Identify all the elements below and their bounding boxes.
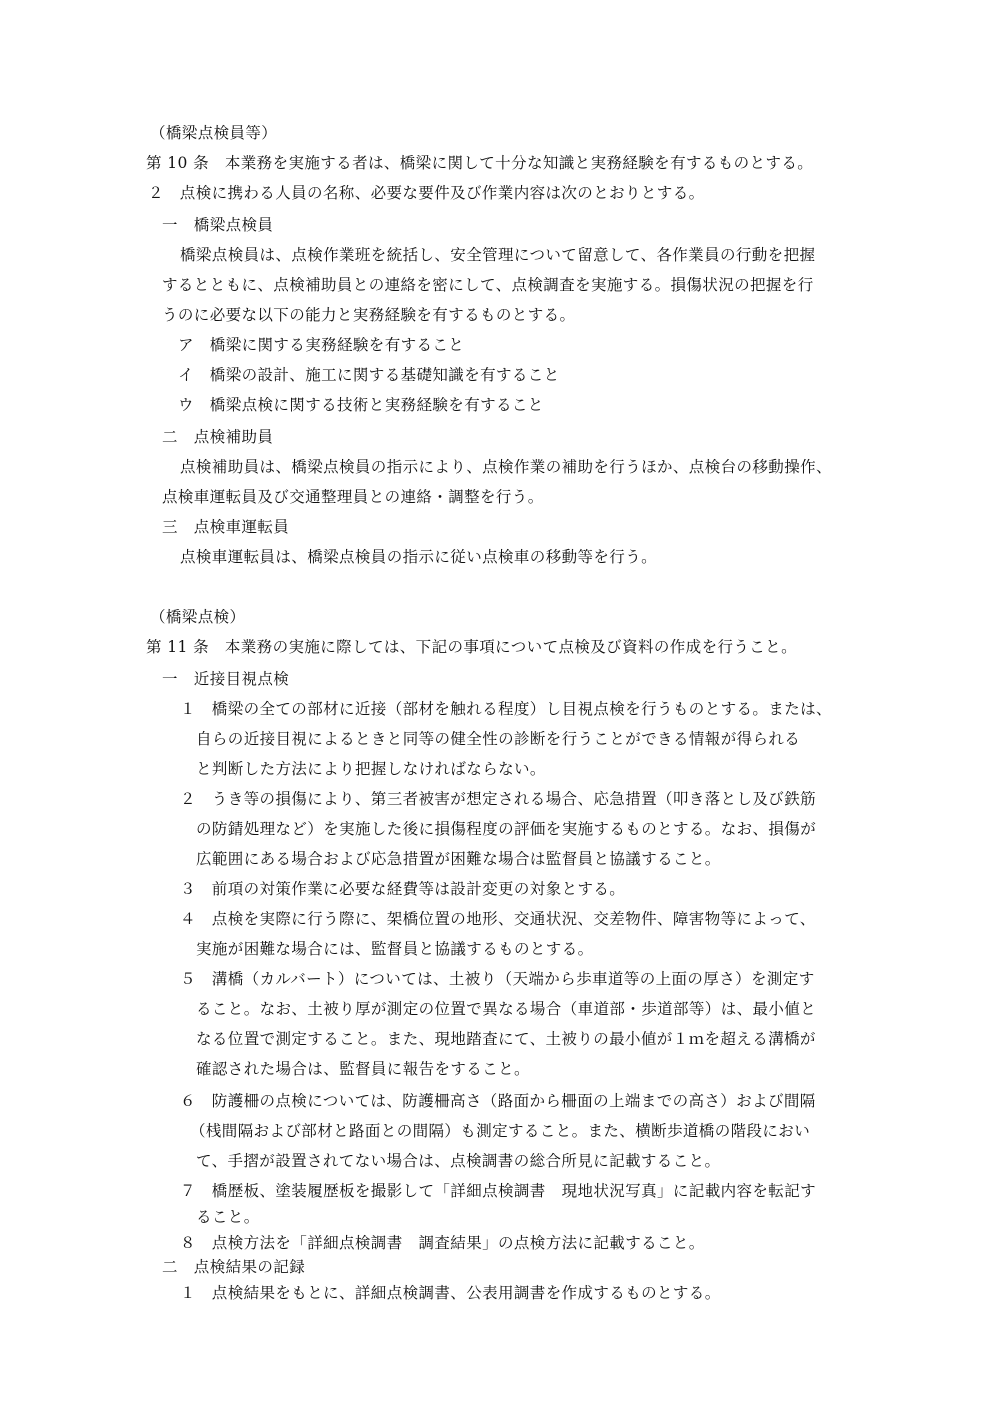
item-heading: 三 点検車運転員 — [162, 518, 290, 536]
body-line: と判断した方法により把握しなければならない。 — [196, 760, 546, 778]
sub-item: イ 橋梁の設計、施工に関する基礎知識を有すること — [178, 366, 560, 384]
article-11: 第 11 条 本業務の実施に際しては、下記の事項について点検及び資料の作成を行うこと。 — [146, 638, 797, 656]
article-10: 第 10 条 本業務を実施する者は、橋梁に関して十分な知識と実務経験を有するものとする。 — [146, 154, 814, 172]
body-line: 自らの近接目視によるときと同等の健全性の診断を行うことができる情報が得られる — [196, 730, 801, 748]
numbered-item: ５ 溝橋（カルバート）については、土被り（天端から歩車道等の上面の厚さ）を測定す — [180, 970, 815, 988]
body-line: 広範囲にある場合および応急措置が困難な場合は監督員と協議すること。 — [196, 850, 721, 868]
numbered-item: ４ 点検を実際に行う際に、架橋位置の地形、交通状況、交差物件、障害物等によって、 — [180, 910, 816, 928]
body-line: なる位置で測定すること。また、現地踏査にて、土被りの最小値が１ｍを超える溝橋が — [196, 1030, 816, 1048]
numbered-item: ３ 前項の対策作業に必要な経費等は設計変更の対象とする。 — [180, 880, 626, 898]
body-line: うのに必要な以下の能力と実務経験を有するものとする。 — [162, 306, 576, 324]
item-heading: 二 点検補助員 — [162, 428, 274, 446]
numbered-item: ７ 橋歴板、塗装履歴板を撮影して「詳細点検調書 現地状況写真」に記載内容を転記す — [180, 1182, 817, 1200]
paragraph-2: ２ 点検に携わる人員の名称、必要な要件及び作業内容は次のとおりとする。 — [148, 184, 705, 202]
body-line: 実施が困難な場合には、監督員と協議するものとする。 — [196, 940, 594, 958]
section-heading: （橋梁点検） — [150, 608, 246, 626]
numbered-item: ６ 防護柵の点検については、防護柵高さ（路面から柵面の上端までの高さ）および間隔 — [180, 1092, 816, 1110]
numbered-item: ２ うき等の損傷により、第三者被害が想定される場合、応急措置（叩き落とし及び鉄筋 — [180, 790, 817, 808]
body-line: 点検車運転員及び交通整理員との連絡・調整を行う。 — [162, 488, 544, 506]
body-line: するとともに、点検補助員との連絡を密にして、点検調査を実施する。損傷状況の把握を行 — [162, 276, 814, 294]
sub-item: ア 橋梁に関する実務経験を有すること — [178, 336, 465, 354]
body-line: ること。 — [196, 1208, 260, 1226]
body-line: 点検車運転員は、橋梁点検員の指示に従い点検車の移動等を行う。 — [180, 548, 658, 566]
item-heading: 一 橋梁点検員 — [162, 216, 274, 234]
section-heading: （橋梁点検員等） — [150, 124, 278, 142]
sub-item: ウ 橋梁点検に関する技術と実務経験を有すること — [178, 396, 544, 414]
body-line: て、手摺が設置されてない場合は、点検調書の総合所見に記載すること。 — [196, 1152, 721, 1170]
body-line: の防錆処理など）を実施した後に損傷程度の評価を実施するものとする。なお、損傷が — [196, 820, 817, 838]
body-line: 確認された場合は、監督員に報告をすること。 — [196, 1060, 530, 1078]
body-line: 点検補助員は、橋梁点検員の指示により、点検作業の補助を行うほか、点検台の移動操作、 — [180, 458, 832, 476]
numbered-item: ８ 点検方法を「詳細点検調書 調査結果」の点検方法に記載すること。 — [180, 1234, 705, 1252]
body-line: ること。なお、土被り厚が測定の位置で異なる場合（車道部・歩道部等）は、最小値と — [196, 1000, 817, 1018]
body-line: 橋梁点検員は、点検作業班を統括し、安全管理について留意して、各作業員の行動を把握 — [180, 246, 816, 264]
item-heading: 二 点検結果の記録 — [162, 1258, 306, 1276]
numbered-item: １ 橋梁の全ての部材に近接（部材を触れる程度）し目視点検を行うものとする。または、 — [180, 700, 832, 718]
numbered-item: １ 点検結果をもとに、詳細点検調書、公表用調書を作成するものとする。 — [180, 1284, 721, 1302]
item-heading: 一 近接目視点検 — [162, 670, 290, 688]
body-line: （桟間隔および部材と路面との間隔）も測定すること。また、横断歩道橋の階段におい — [190, 1122, 811, 1140]
